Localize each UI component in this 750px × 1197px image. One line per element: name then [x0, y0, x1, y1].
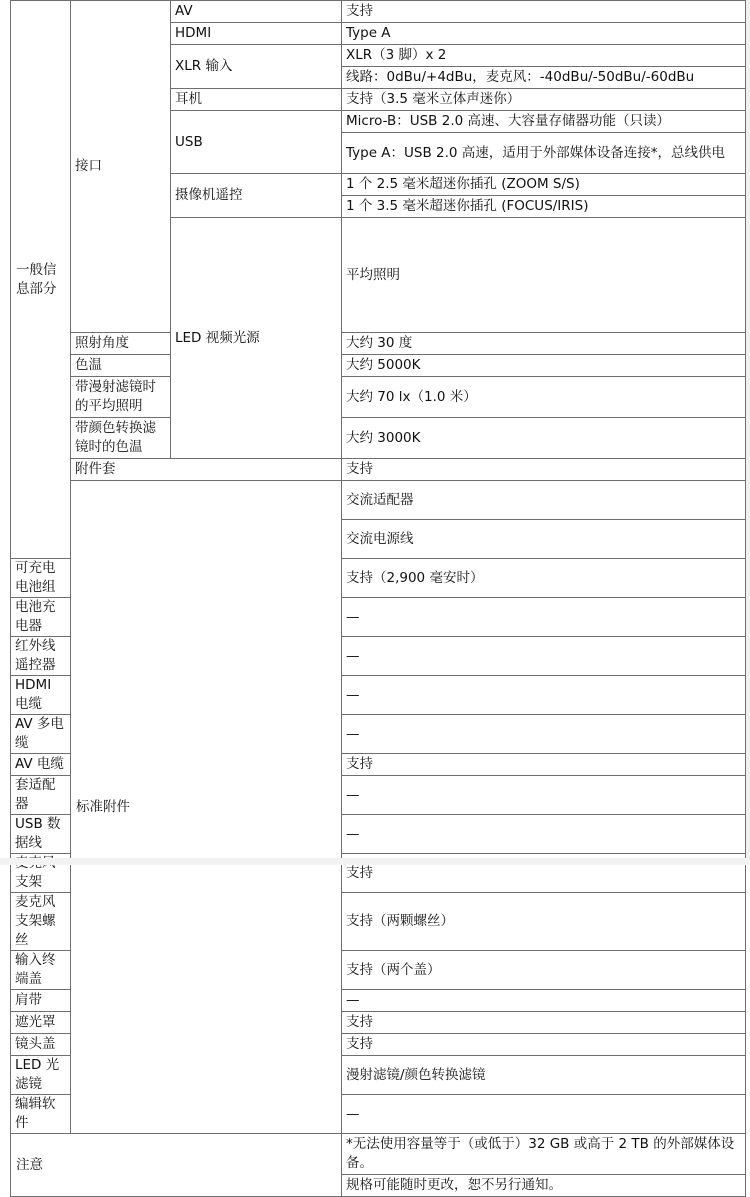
value-xlr-1: XLR（3 脚）x 2 [342, 45, 746, 67]
table-row [11, 1, 746, 23]
value-av: 支持 [342, 1, 746, 23]
item-standard: 电池充电器 [11, 598, 71, 637]
item-standard: LED 光滤镜 [11, 1056, 71, 1095]
item-standard: 麦克风支架螺丝 [11, 893, 71, 951]
value-standard: 支持 [342, 754, 746, 776]
value-standard: 漫射滤镜/颜色转换滤镜 [342, 1056, 746, 1095]
item-standard: 支架 [11, 854, 71, 893]
value-camera-remote-2: 1 个 3.5 毫米超迷你插孔 (FOCUS/IRIS) [342, 196, 746, 218]
table-row [11, 355, 746, 377]
value-standard: 支持 [342, 854, 746, 893]
value-standard: 支持（2,900 毫安时） [342, 559, 746, 598]
item-headphone: 耳机 [171, 89, 342, 111]
item-standard: 肩带 [11, 990, 71, 1012]
item-accessory-kit: 附件套 [71, 459, 342, 481]
value-standard: — [342, 637, 746, 676]
item-usb: USB [171, 111, 342, 174]
item-led: 带漫射滤镜时的平均照明 [71, 377, 171, 418]
item-standard: 套适配器 [11, 776, 71, 815]
item-standard: 可充电电池组 [11, 559, 71, 598]
note-external-media: *无法使用容量等于（或低于）32 GB 或高于 2 TB 的外部媒体设备。 [342, 1134, 746, 1175]
item-standard: 交流电源线 [342, 520, 746, 559]
item-hdmi: HDMI [171, 23, 342, 45]
value-led: 大约 30 度 [342, 333, 746, 355]
note-spec-change: 规格可能随时更改，恕不另行通知。 [342, 1175, 746, 1197]
item-standard: USB 数据线 [11, 815, 71, 854]
item-standard: 镜头盖 [11, 1034, 71, 1056]
value-standard: 支持（两个盖） [342, 951, 746, 990]
table-row [11, 377, 746, 418]
table-row [11, 481, 746, 520]
category-general: 一般信息部分 [11, 1, 71, 559]
value-led: 大约 3000K [342, 418, 746, 459]
value-usb-2: Type A：USB 2.0 高速，适用于外部媒体设备连接*，总线供电 [342, 133, 746, 174]
value-standard: — [342, 676, 746, 715]
item-xlr: XLR 输入 [171, 45, 342, 89]
subcategory-interfaces: 接口 [71, 1, 171, 333]
value-standard: — [342, 715, 746, 754]
value-usb-1: Micro-B：USB 2.0 高速、大容量存储器功能（只读） [342, 111, 746, 133]
category-notes: 注意 [11, 1134, 342, 1197]
value-accessory-kit: 支持 [342, 459, 746, 481]
item-standard: AV 电缆 [11, 754, 71, 776]
item-standard: HDMI 电缆 [11, 676, 71, 715]
table-row [11, 333, 746, 355]
item-led: 带颜色转换滤镜时的色温 [71, 418, 171, 459]
item-standard: 遮光罩 [11, 1012, 71, 1034]
value-standard: — [342, 990, 746, 1012]
value-standard: — [342, 1095, 746, 1134]
item-led: 色温 [71, 355, 171, 377]
item-camera-remote: 摄像机遥控 [171, 174, 342, 218]
value-hdmi: Type A [342, 23, 746, 45]
item-standard: 编辑软件 [11, 1095, 71, 1134]
item-led: 照射角度 [71, 333, 171, 355]
page-edge-bottom [0, 858, 750, 865]
value-standard: 支持（两颗螺丝） [342, 893, 746, 951]
table-row [11, 418, 746, 459]
value-led: 大约 5000K [342, 355, 746, 377]
value-standard: 支持 [342, 1012, 746, 1034]
subcategory-led: LED 视频光源 [171, 218, 342, 459]
item-standard: 交流适配器 [342, 481, 746, 520]
table-row [11, 459, 746, 481]
item-standard: 输入终端盖 [11, 951, 71, 990]
item-standard: AV 多电缆 [11, 715, 71, 754]
value-standard: 支持 [342, 1034, 746, 1056]
value-camera-remote-1: 1 个 2.5 毫米超迷你插孔 (ZOOM S/S) [342, 174, 746, 196]
value-standard: — [342, 815, 746, 854]
item-standard: 红外线遥控器 [11, 637, 71, 676]
page-edge-right [746, 0, 750, 865]
value-xlr-2: 线路：0dBu/+4dBu，麦克风：-40dBu/-50dBu/-60dBu [342, 67, 746, 89]
item-led: 平均照明 [342, 218, 746, 333]
spec-table [10, 0, 746, 1197]
table-row [11, 1134, 746, 1175]
value-standard: — [342, 598, 746, 637]
value-standard: — [342, 776, 746, 815]
item-av: AV [171, 1, 342, 23]
category-standard: 标准附件 [71, 481, 342, 1134]
value-led: 大约 70 lx（1.0 米） [342, 377, 746, 418]
value-headphone: 支持（3.5 毫米立体声迷你） [342, 89, 746, 111]
